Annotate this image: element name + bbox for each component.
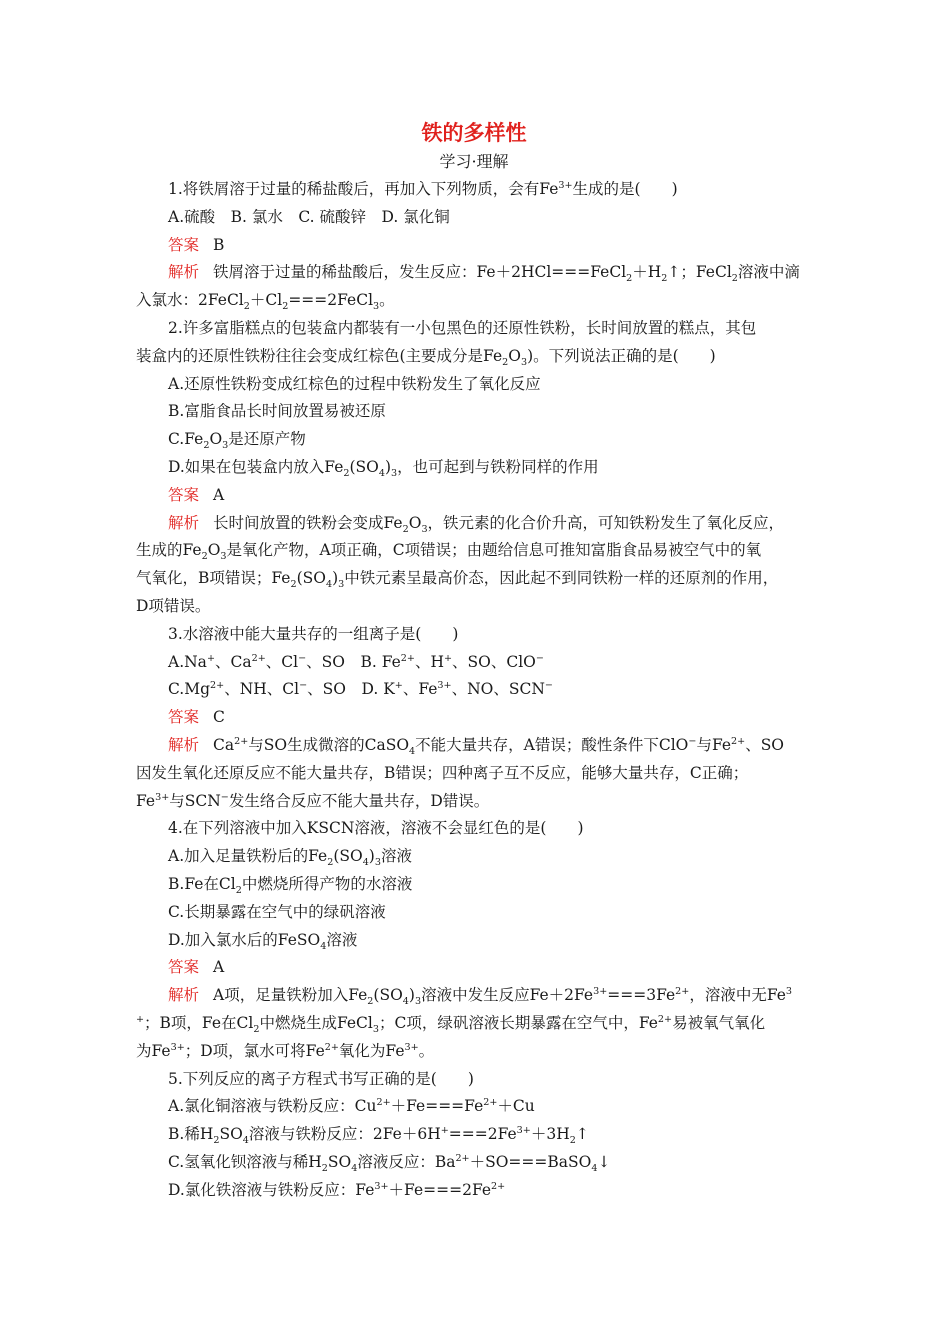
document-body: [136, 176, 812, 1204]
line-content: $Fe^{3+}$与SCN−发生络合反应不能大量共存，D错误。: [136, 791, 490, 810]
text-line: [136, 704, 812, 732]
page-subtitle: 学习·理解: [439, 152, 509, 171]
text-line: [136, 398, 812, 426]
line-content: 3.水溶液中能大量共存的一组离子是( ): [168, 624, 459, 643]
line-content: C.长期暴露在空气中的绿矾溶液: [168, 902, 386, 921]
text-line: [136, 371, 812, 399]
text-line: [136, 649, 812, 677]
line-content: A.氯化铜溶液与铁粉反应：$Cu^{2+}+Fe===Fe^{2+}+Cu$: [168, 1097, 535, 1116]
line-content: A.Na+、$Ca^{2+}$、Cl−、SO B. $Fe^{2+}$、H+、SO、ClO−: [168, 652, 544, 671]
line-content: 1.将铁屑溶于过量的稀盐酸后，再加入下列物质，会有$Fe^{3+}$生成的是( ): [168, 179, 678, 198]
line-content: B.富脂食品长时间放置易被还原: [168, 402, 386, 421]
answer-label: 答案: [168, 235, 200, 254]
text-line: [136, 1121, 812, 1149]
text-line: [136, 954, 812, 982]
line-content: A.硫酸 B. 氯水 C. 硫酸锌 D. 氯化铜: [168, 207, 450, 226]
line-content: A: [213, 958, 225, 977]
text-line: [136, 1066, 812, 1094]
line-content: A项，足量铁粉加入$Fe_2(SO_4)_3$溶液中发生反应$Fe+2Fe^{3+}===3Fe^{2+}$，溶液中无Fe$^3$: [213, 985, 793, 1008]
text-line: [136, 593, 812, 621]
document-page: [136, 118, 812, 1204]
text-line: [136, 732, 812, 760]
line-content: D.加入氯水后的FeSO$_4$溶液: [168, 930, 358, 952]
text-line: [136, 899, 812, 927]
analysis-label: 解析: [168, 986, 200, 1005]
text-line: [136, 788, 812, 816]
line-content: 装盒内的还原性铁粉往往会变成红棕色(主要成分是$Fe_2O_3$)。下列说法正确的是( ): [136, 346, 716, 368]
line-content: A: [213, 485, 225, 504]
text-line: [136, 871, 812, 899]
text-line: [136, 1177, 812, 1205]
text-line: [136, 815, 812, 843]
text-line: [136, 843, 812, 871]
text-line: [136, 1149, 812, 1177]
line-content: B.稀$H_2SO_4$溶液与铁粉反应：$2Fe+6H^+===2Fe^{3+}+3H_2↑$: [168, 1124, 589, 1147]
text-line: [136, 176, 812, 204]
line-content: B.Fe在$Cl_2$中燃烧所得产物的水溶液: [168, 874, 413, 897]
text-line: [136, 232, 812, 260]
text-line: [136, 565, 812, 593]
text-line: [136, 537, 812, 565]
line-content: C: [213, 708, 225, 727]
text-line: [136, 426, 812, 454]
line-content: A.还原性铁粉变成红棕色的过程中铁粉发生了氧化反应: [168, 374, 541, 393]
text-line: [136, 676, 812, 704]
line-content: C.氢氧化钡溶液与稀$H_2SO_4$溶液反应：$Ba^{2+}+SO===BaSO_4↓$: [168, 1152, 611, 1174]
analysis-label: 解析: [168, 735, 200, 754]
line-content: 4.在下列溶液中加入KSCN溶液，溶液不会显红色的是( ): [168, 819, 584, 838]
line-content: +；B项，Fe在$Cl_2$中燃烧生成FeCl$_3$；C项，绿矾溶液长期暴露在空气中，$Fe^{2+}$易被氧气氧化: [136, 1013, 766, 1035]
text-line: [136, 315, 812, 343]
analysis-label: 解析: [168, 513, 200, 532]
text-line: [136, 482, 812, 510]
answer-label: 答案: [168, 708, 200, 727]
line-content: 入氯水：$2FeCl_2+Cl_2===2FeCl_3$。: [136, 291, 395, 313]
line-content: $C.Mg^{2+}$、NH、Cl−、SO D. K+、$Fe^{3+}$、NO、SCN−: [168, 680, 553, 699]
line-content: 5.下列反应的离子方程式书写正确的是( ): [168, 1069, 474, 1088]
answer-label: 答案: [168, 485, 200, 504]
line-content: D.如果在包装盒内放入$Fe_2(SO_4)_3$，也可起到与铁粉同样的作用: [168, 457, 599, 480]
line-content: D.氯化铁溶液与铁粉反应：$Fe^{3+}+Fe===2Fe^{2+}$: [168, 1180, 506, 1199]
line-content: 因发生氧化还原反应不能大量共存，B错误；四种离子互不反应，能够大量共存，C正确；: [136, 763, 749, 782]
analysis-label: 解析: [168, 263, 200, 282]
page-title: 铁的多样性: [421, 120, 527, 145]
line-content: 气氧化，B项错误；$Fe_2(SO_4)_3$中铁元素呈最高价态，因此起不到同铁粉一样的还原剂的作用，: [136, 569, 779, 591]
text-line: [136, 510, 812, 538]
text-line: [136, 287, 812, 315]
text-line: [136, 1038, 812, 1066]
answer-label: 答案: [168, 958, 200, 977]
line-content: $C.Fe_2O_3$是还原产物: [168, 430, 306, 452]
text-line: [136, 760, 812, 788]
text-line: [136, 927, 812, 955]
line-content: 2.许多富脂糕点的包装盒内都装有一小包黑色的还原性铁粉，长时间放置的糕点，其包: [168, 318, 757, 337]
line-content: 长时间放置的铁粉会变成$Fe_2O_3$，铁元素的化合价升高，可知铁粉发生了氧化反应，: [213, 513, 785, 535]
text-line: [136, 621, 812, 649]
text-line: [136, 454, 812, 482]
line-content: 为$Fe^{3+}$；D项，氯水可将$Fe^{2+}$氧化为$Fe^{3+}$。: [136, 1041, 435, 1060]
text-line: [136, 982, 812, 1010]
text-line: [136, 343, 812, 371]
line-content: A.加入足量铁粉后的$Fe_2(SO_4)_3$溶液: [168, 847, 412, 869]
line-content: D项错误。: [136, 596, 211, 615]
line-content: $Ca^{2+}$与SO生成微溶的CaSO$_4$不能大量共存，A错误；酸性条件下ClO−与$Fe^{2+}$、SO: [213, 735, 785, 758]
text-line: [136, 259, 812, 287]
line-content: 铁屑溶于过量的稀盐酸后，发生反应：$Fe+2HCl===FeCl_2+H_2↑$；FeCl$_2$溶液中滴: [213, 263, 800, 285]
text-line: [136, 204, 812, 232]
line-content: B: [213, 235, 225, 254]
text-line: [136, 1010, 812, 1038]
text-line: [136, 1093, 812, 1121]
line-content: 生成的$Fe_2O_3$是氧化产物，A项正确，C项错误；由题给信息可推知富脂食品易被空气中的氧: [136, 541, 762, 563]
